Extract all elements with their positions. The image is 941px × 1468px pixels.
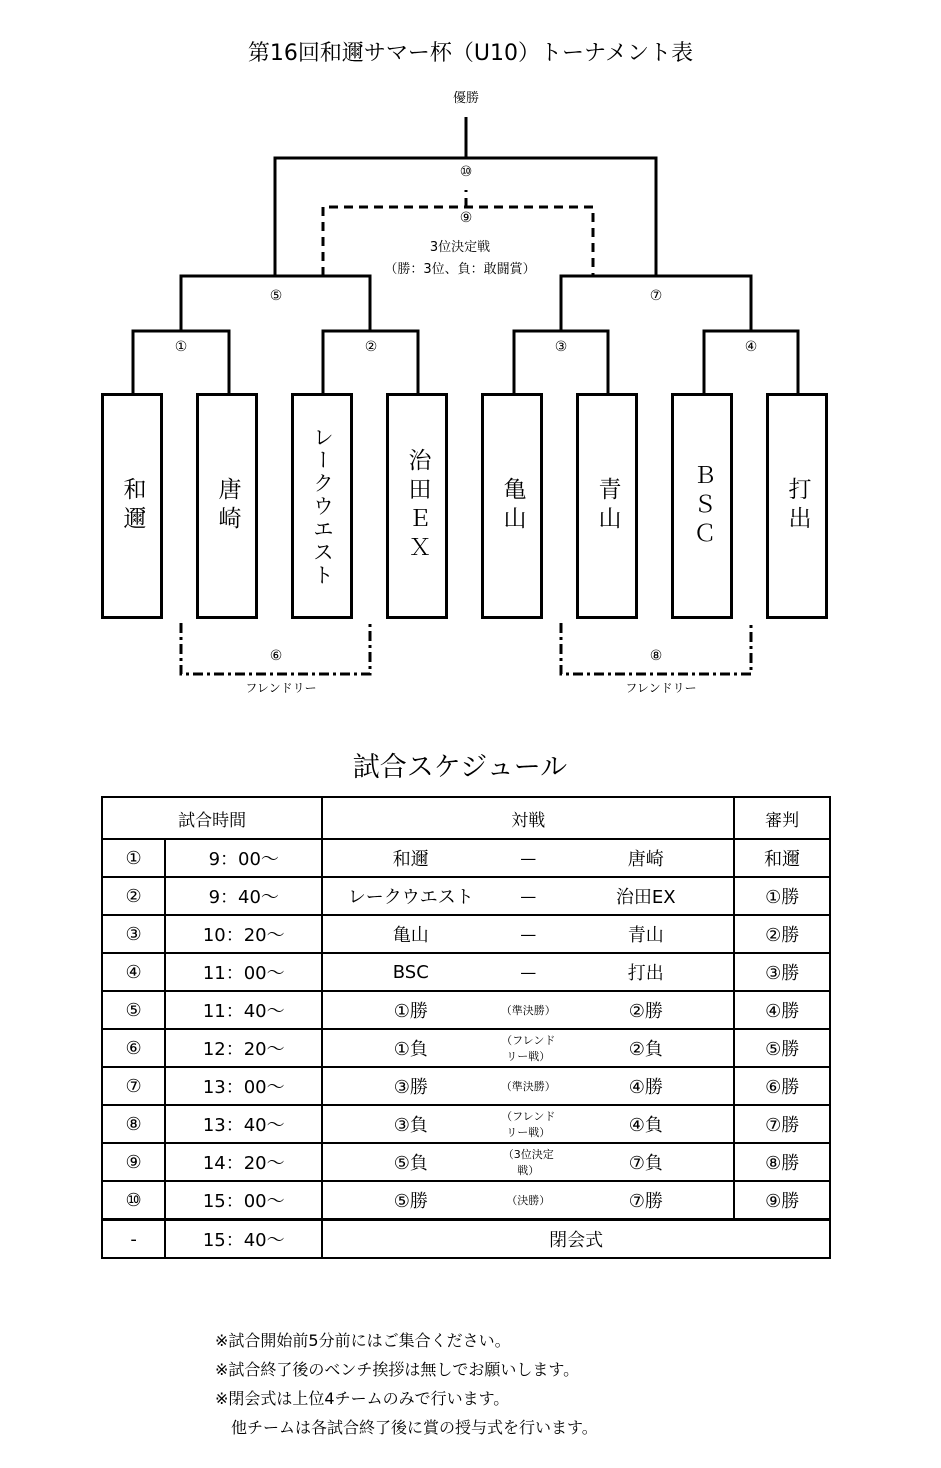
team-name: 青山 bbox=[594, 477, 621, 535]
matchup bbox=[323, 1068, 733, 1104]
referee: ⑤勝 bbox=[734, 1029, 830, 1067]
schedule-row bbox=[102, 991, 830, 1029]
closing-no: - bbox=[102, 1220, 165, 1259]
header-match: 対戦 bbox=[322, 797, 734, 839]
match-number: ⑥ bbox=[102, 1029, 165, 1067]
matchup-cell bbox=[322, 1105, 734, 1143]
match-time: 15：00～ bbox=[165, 1181, 322, 1220]
schedule-table bbox=[101, 796, 831, 1259]
matchup bbox=[323, 1106, 733, 1142]
header-time: 試合時間 bbox=[102, 797, 322, 839]
closing-event: 閉会式 bbox=[322, 1220, 830, 1259]
match-note: — bbox=[520, 924, 537, 944]
schedule-header-row bbox=[102, 797, 830, 839]
matchup bbox=[323, 1030, 733, 1066]
match-note: （3位決定戦） bbox=[502, 1148, 554, 1177]
match-note: （フレンドリー戦） bbox=[501, 1034, 556, 1063]
referee: ②勝 bbox=[734, 915, 830, 953]
team-b: ④勝 bbox=[628, 1077, 663, 1098]
match-label-5: ⑤ bbox=[269, 288, 283, 304]
schedule-row bbox=[102, 877, 830, 915]
match-number: ⑨ bbox=[102, 1143, 165, 1181]
match-number: ④ bbox=[102, 953, 165, 991]
team-b: ④負 bbox=[628, 1115, 663, 1136]
matchup bbox=[323, 878, 733, 914]
team-b: ⑦勝 bbox=[628, 1191, 663, 1212]
match-note: （フレンドリー戦） bbox=[501, 1110, 556, 1139]
team-a: BSC bbox=[392, 961, 429, 983]
referee: ⑧勝 bbox=[734, 1143, 830, 1181]
bracket-title: 第16回和邇サマー杯（U10）トーナメント表 bbox=[247, 41, 694, 66]
match-note: — bbox=[520, 886, 537, 906]
match-time: 11：00～ bbox=[165, 953, 322, 991]
team-a: ③勝 bbox=[393, 1077, 428, 1098]
match-number: ① bbox=[102, 839, 165, 877]
team-box-harita-ex bbox=[386, 393, 448, 619]
matchup-cell bbox=[322, 839, 734, 877]
team-box-uchide bbox=[766, 393, 828, 619]
match-label-9: ⑨ bbox=[459, 210, 473, 226]
schedule-row bbox=[102, 1143, 830, 1181]
schedule-row bbox=[102, 1181, 830, 1220]
match-time: 9：40～ bbox=[165, 877, 322, 915]
matchup bbox=[323, 954, 733, 990]
matchup bbox=[323, 916, 733, 952]
team-a: ①勝 bbox=[393, 1001, 428, 1022]
match-number: ② bbox=[102, 877, 165, 915]
team-b: 青山 bbox=[627, 925, 664, 946]
matchup bbox=[323, 1144, 733, 1180]
closing-row bbox=[102, 1220, 830, 1259]
schedule-row bbox=[102, 1105, 830, 1143]
team-box-lakewest bbox=[291, 393, 353, 619]
team-name: 亀山 bbox=[499, 477, 526, 535]
match-label-6: ⑥ bbox=[269, 648, 283, 664]
schedule-body bbox=[102, 839, 830, 1220]
match-note: （決勝） bbox=[506, 1194, 551, 1207]
match-time: 11：40～ bbox=[165, 991, 322, 1029]
schedule-row bbox=[102, 1067, 830, 1105]
note-line: 他チームは各試合終了後に賞の授与式を行います。 bbox=[215, 1418, 598, 1437]
team-a: ③負 bbox=[393, 1115, 428, 1136]
winner-label: 優勝 bbox=[452, 91, 480, 106]
match-label-1: ① bbox=[174, 339, 188, 355]
third-place-title: 3位決定戦 bbox=[429, 240, 491, 255]
referee: ⑥勝 bbox=[734, 1067, 830, 1105]
team-box-bsc bbox=[671, 393, 733, 619]
matchup-cell bbox=[322, 877, 734, 915]
team-b: ②勝 bbox=[628, 1001, 663, 1022]
note-line: ※閉会式は上位4チームのみで行います。 bbox=[215, 1389, 510, 1408]
referee: ⑨勝 bbox=[734, 1181, 830, 1220]
matchup-cell bbox=[322, 1029, 734, 1067]
match-label-2: ② bbox=[364, 339, 378, 355]
match-number: ⑤ bbox=[102, 991, 165, 1029]
friendly-label-left: フレンドリー bbox=[245, 681, 317, 695]
match-label-8: ⑧ bbox=[649, 648, 663, 664]
matchup-cell bbox=[322, 1181, 734, 1220]
matchup-cell bbox=[322, 991, 734, 1029]
team-b: 治田EX bbox=[615, 887, 676, 908]
referee: ⑦勝 bbox=[734, 1105, 830, 1143]
team-name: 打出 bbox=[784, 477, 811, 535]
match-note: （準決勝） bbox=[500, 1080, 556, 1093]
match-note: — bbox=[520, 848, 537, 868]
note-line: ※試合開始前5分前にはご集合ください。 bbox=[215, 1331, 511, 1350]
match-number: ⑦ bbox=[102, 1067, 165, 1105]
closing-time: 15：40～ bbox=[165, 1220, 322, 1259]
match-note: — bbox=[520, 962, 537, 982]
match-label-3: ③ bbox=[554, 339, 568, 355]
third-place-note: （勝：3位、負：敢闘賞） bbox=[384, 262, 536, 277]
team-a: ⑤勝 bbox=[393, 1191, 428, 1212]
team-name: 唐崎 bbox=[214, 477, 241, 535]
match-note: （準決勝） bbox=[500, 1004, 556, 1017]
team-name: 治田ＥＸ bbox=[404, 448, 431, 564]
team-b: ②負 bbox=[628, 1039, 663, 1060]
match-time: 10：20～ bbox=[165, 915, 322, 953]
matchup-cell bbox=[322, 915, 734, 953]
matchup-cell bbox=[322, 953, 734, 991]
team-a: 亀山 bbox=[392, 925, 429, 946]
match-label-10: ⑩ bbox=[459, 164, 473, 180]
team-a: 和邇 bbox=[392, 849, 429, 870]
referee: ①勝 bbox=[734, 877, 830, 915]
referee: ③勝 bbox=[734, 953, 830, 991]
team-name: ＢＳＣ bbox=[689, 462, 716, 550]
matchup-cell bbox=[322, 1143, 734, 1181]
team-b: ⑦負 bbox=[628, 1153, 663, 1174]
team-box-kameyama bbox=[481, 393, 543, 619]
match-number: ③ bbox=[102, 915, 165, 953]
header-referee: 審判 bbox=[734, 797, 830, 839]
schedule-row bbox=[102, 839, 830, 877]
team-b: 打出 bbox=[627, 963, 664, 984]
team-name: レークウエスト bbox=[310, 425, 335, 587]
match-time: 9：00～ bbox=[165, 839, 322, 877]
team-a: レークウエスト bbox=[347, 887, 474, 908]
matchup bbox=[323, 840, 733, 876]
match-time: 13：40～ bbox=[165, 1105, 322, 1143]
team-a: ⑤負 bbox=[393, 1153, 428, 1174]
schedule-title: 試合スケジュール bbox=[352, 752, 568, 783]
match-number: ⑧ bbox=[102, 1105, 165, 1143]
note-line: ※試合終了後のベンチ挨拶は無しでお願いします。 bbox=[215, 1360, 580, 1379]
friendly-label-right: フレンドリー bbox=[625, 681, 697, 695]
match-label-7: ⑦ bbox=[649, 288, 663, 304]
match-time: 14：20～ bbox=[165, 1143, 322, 1181]
matchup bbox=[323, 992, 733, 1028]
team-box-aoyama bbox=[576, 393, 638, 619]
team-b: 唐崎 bbox=[627, 849, 664, 870]
team-name: 和邇 bbox=[119, 477, 146, 535]
schedule-row bbox=[102, 1029, 830, 1067]
match-label-4: ④ bbox=[744, 339, 758, 355]
referee: ④勝 bbox=[734, 991, 830, 1029]
team-box-wani bbox=[101, 393, 163, 619]
matchup-cell bbox=[322, 1067, 734, 1105]
match-time: 13：00～ bbox=[165, 1067, 322, 1105]
match-time: 12：20～ bbox=[165, 1029, 322, 1067]
team-box-karasaki bbox=[196, 393, 258, 619]
match-number: ⑩ bbox=[102, 1181, 165, 1220]
team-a: ①負 bbox=[393, 1039, 428, 1060]
referee: 和邇 bbox=[734, 839, 830, 877]
schedule-row bbox=[102, 953, 830, 991]
notes bbox=[215, 1326, 598, 1442]
schedule-row bbox=[102, 915, 830, 953]
matchup bbox=[323, 1182, 733, 1218]
